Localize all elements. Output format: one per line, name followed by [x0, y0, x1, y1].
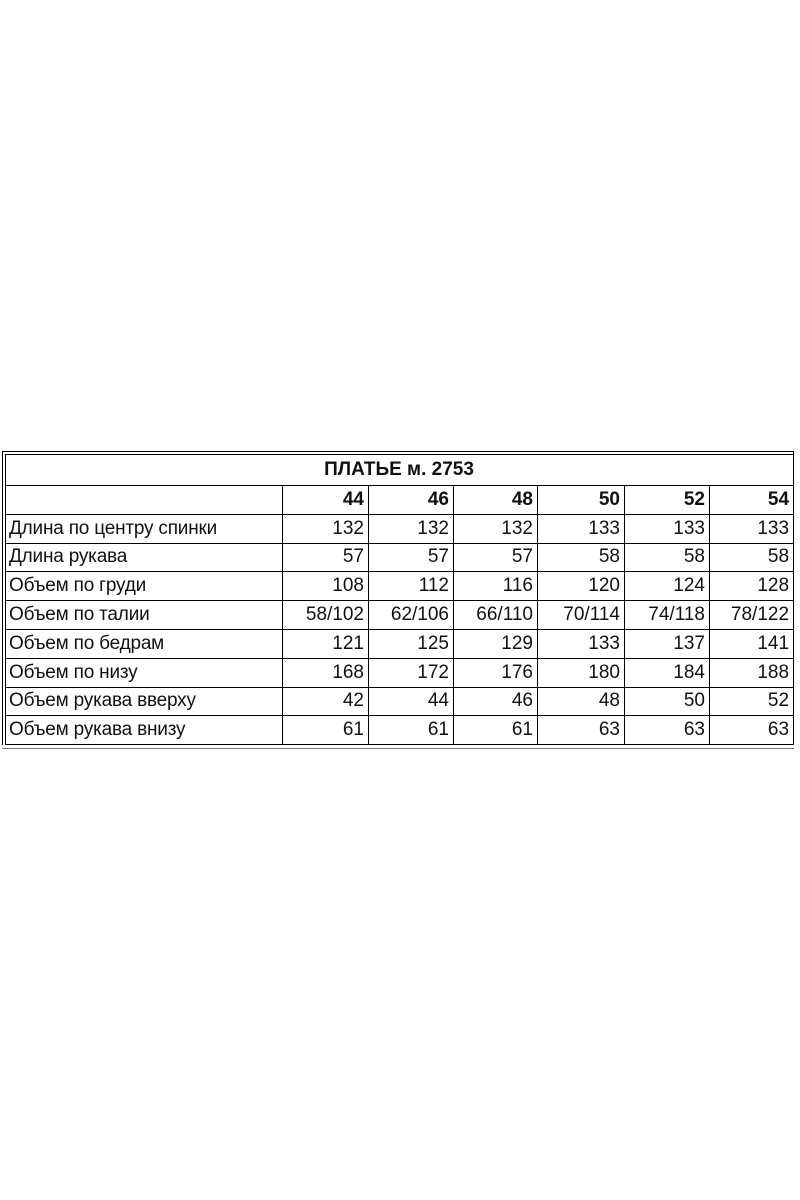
row-label: Длина по центру спинки [6, 514, 283, 543]
value-cell: 180 [538, 658, 625, 687]
value-cell: 133 [625, 514, 710, 543]
value-cell: 61 [454, 716, 538, 745]
value-cell: 172 [369, 658, 454, 687]
value-cell: 44 [369, 687, 454, 716]
value-cell: 133 [710, 514, 794, 543]
value-cell: 42 [283, 687, 369, 716]
size-header-row [6, 486, 794, 515]
value-cell: 133 [538, 514, 625, 543]
value-cell: 116 [454, 572, 538, 601]
value-cell: 62/106 [369, 601, 454, 630]
row-label: Объем рукава вверху [6, 687, 283, 716]
table-row [6, 572, 794, 601]
row-label: Объем по груди [6, 572, 283, 601]
value-cell: 125 [369, 629, 454, 658]
value-cell: 58 [710, 543, 794, 572]
value-cell: 78/122 [710, 601, 794, 630]
size-header: 50 [538, 486, 625, 515]
value-cell: 46 [454, 687, 538, 716]
value-cell: 58 [625, 543, 710, 572]
value-cell: 58/102 [283, 601, 369, 630]
value-cell: 57 [369, 543, 454, 572]
size-header: 54 [710, 486, 794, 515]
value-cell: 112 [369, 572, 454, 601]
table-row [6, 716, 794, 745]
value-cell: 61 [283, 716, 369, 745]
value-cell: 108 [283, 572, 369, 601]
row-label: Длина рукава [6, 543, 283, 572]
row-label: Объем по бедрам [6, 629, 283, 658]
value-cell: 63 [538, 716, 625, 745]
value-cell: 48 [538, 687, 625, 716]
value-cell: 52 [710, 687, 794, 716]
table-title: ПЛАТЬЕ м. 2753 [6, 455, 794, 486]
title-row [6, 455, 794, 486]
size-header: 46 [369, 486, 454, 515]
row-label: Объем по низу [6, 658, 283, 687]
table-row [6, 658, 794, 687]
value-cell: 57 [283, 543, 369, 572]
value-cell: 128 [710, 572, 794, 601]
value-cell: 74/118 [625, 601, 710, 630]
size-table [5, 454, 794, 745]
value-cell: 58 [538, 543, 625, 572]
sheet-bottom-line [2, 748, 794, 749]
header-blank-cell [6, 486, 283, 515]
value-cell: 188 [710, 658, 794, 687]
value-cell: 66/110 [454, 601, 538, 630]
value-cell: 61 [369, 716, 454, 745]
value-cell: 132 [283, 514, 369, 543]
table-row [6, 601, 794, 630]
table-row [6, 687, 794, 716]
value-cell: 137 [625, 629, 710, 658]
value-cell: 57 [454, 543, 538, 572]
size-header: 48 [454, 486, 538, 515]
value-cell: 132 [369, 514, 454, 543]
value-cell: 50 [625, 687, 710, 716]
value-cell: 168 [283, 658, 369, 687]
value-cell: 184 [625, 658, 710, 687]
size-header: 52 [625, 486, 710, 515]
value-cell: 133 [538, 629, 625, 658]
value-cell: 129 [454, 629, 538, 658]
row-label: Объем по талии [6, 601, 283, 630]
value-cell: 63 [710, 716, 794, 745]
value-cell: 121 [283, 629, 369, 658]
value-cell: 124 [625, 572, 710, 601]
value-cell: 132 [454, 514, 538, 543]
value-cell: 176 [454, 658, 538, 687]
value-cell: 141 [710, 629, 794, 658]
value-cell: 120 [538, 572, 625, 601]
value-cell: 63 [625, 716, 710, 745]
table-row [6, 629, 794, 658]
table-row [6, 543, 794, 572]
value-cell: 70/114 [538, 601, 625, 630]
size-header: 44 [283, 486, 369, 515]
row-label: Объем рукава внизу [6, 716, 283, 745]
size-chart [2, 451, 794, 745]
table-row [6, 514, 794, 543]
